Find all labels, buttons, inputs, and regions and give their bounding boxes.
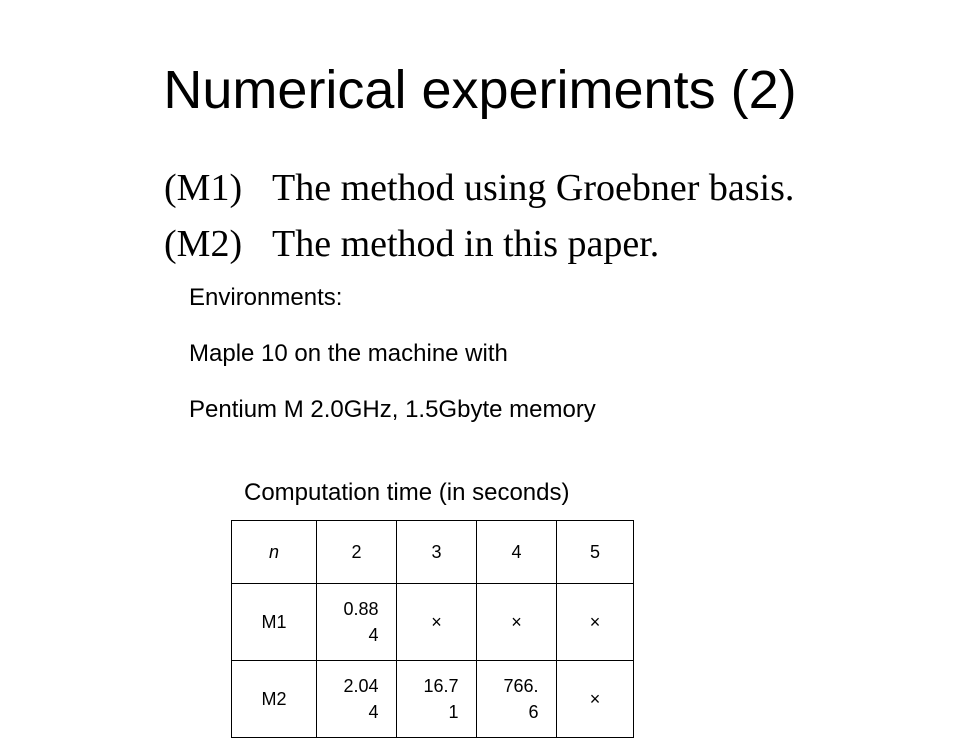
- table-cell: [317, 584, 397, 661]
- method-row-m2: [164, 216, 794, 272]
- results-table: [231, 520, 634, 738]
- table-header-row: [232, 521, 634, 584]
- slide-title: Numerical experiments (2): [163, 60, 797, 120]
- method-description: The method using Groebner basis.: [272, 167, 795, 209]
- method-row-m1: [164, 160, 794, 216]
- environment-heading: Environments:: [189, 284, 343, 311]
- table-cell: ×: [557, 584, 634, 661]
- table-cell: [477, 661, 557, 738]
- table-cell: [397, 661, 477, 738]
- cell-value: 0.884: [343, 599, 379, 645]
- table-cell: ×: [397, 584, 477, 661]
- method-tag: (M1): [164, 167, 243, 209]
- table-header-cell: [232, 521, 317, 584]
- table-header-cell: 5: [557, 521, 634, 584]
- row-label: M2: [232, 661, 317, 738]
- cell-value: 2.044: [343, 676, 379, 722]
- environment-line: Pentium M 2.0GHz, 1.5Gbyte memory: [189, 396, 596, 423]
- table-cell: ×: [477, 584, 557, 661]
- table-cell: ×: [557, 661, 634, 738]
- table-caption: Computation time (in seconds): [244, 479, 570, 506]
- header-n: n: [268, 542, 279, 562]
- table-row: [232, 661, 634, 738]
- table-cell: [317, 661, 397, 738]
- cell-value: 766.6: [503, 676, 539, 722]
- method-description: The method in this paper.: [272, 223, 660, 265]
- method-tag: (M2): [164, 223, 243, 265]
- environment-line: Maple 10 on the machine with: [189, 340, 508, 367]
- table-header-cell: 2: [317, 521, 397, 584]
- table-header-cell: 4: [477, 521, 557, 584]
- table-header-cell: 3: [397, 521, 477, 584]
- cell-value: 16.71: [423, 676, 459, 722]
- methods-list: [164, 160, 794, 272]
- environment-block: [189, 283, 596, 451]
- row-label: M1: [232, 584, 317, 661]
- table-row: [232, 584, 634, 661]
